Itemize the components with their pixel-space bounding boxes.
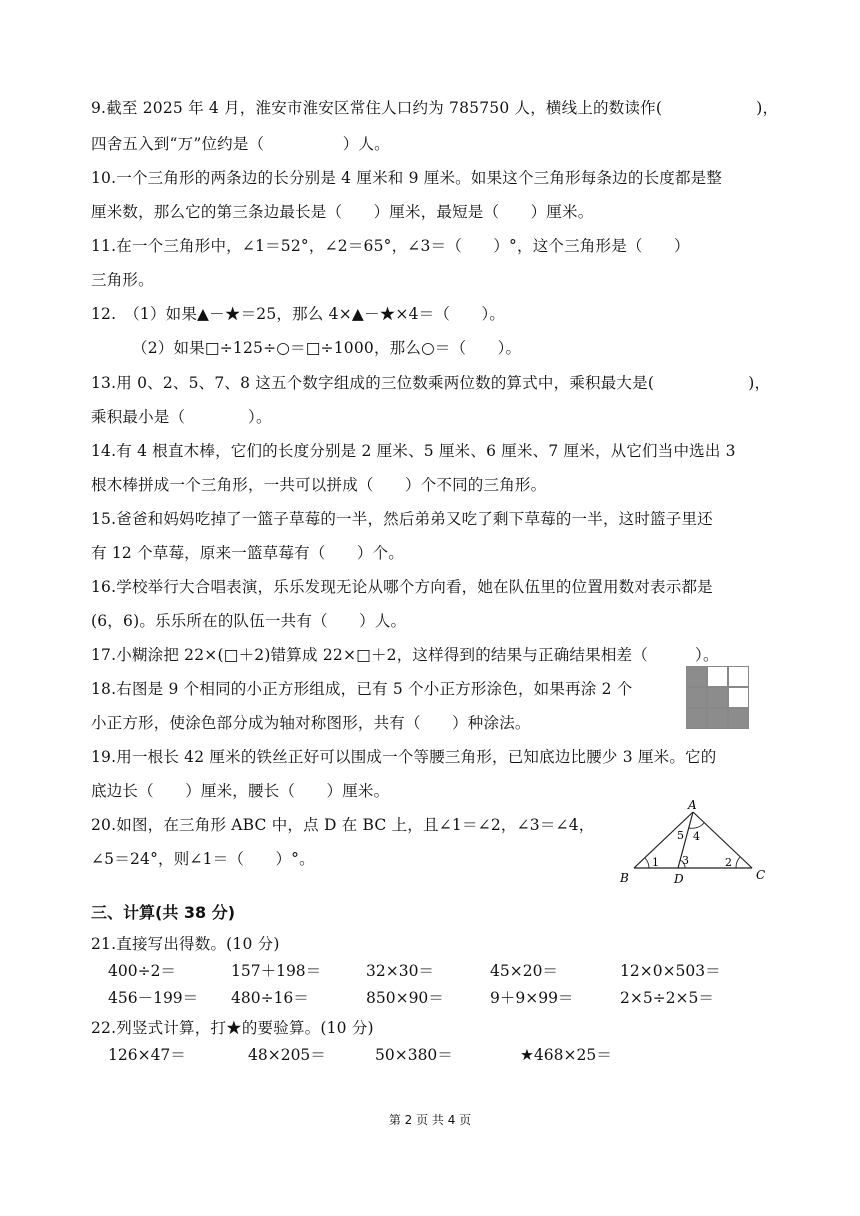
q11-line1: 11.在一个三角形中，∠1＝52°，∠2＝65°，∠3＝（ ）°，这个三角形是（ ） bbox=[91, 237, 690, 255]
triangle-abc-figure bbox=[612, 800, 772, 885]
q22-item: 48×205＝ bbox=[248, 1046, 326, 1064]
label-b: B bbox=[620, 871, 629, 885]
grid-cell bbox=[707, 666, 728, 687]
grid-cell bbox=[686, 666, 707, 687]
q19-line1: 19.用一根长 42 厘米的铁丝正好可以围成一个等腰三角形，已知底边比腰少 3 厘米。它的 bbox=[91, 748, 717, 766]
angle-45-arc bbox=[689, 823, 704, 828]
segment-ac bbox=[693, 812, 752, 868]
grid-cell bbox=[728, 687, 749, 708]
angle-1-arc bbox=[645, 858, 649, 868]
q21-item: 456－199＝ bbox=[108, 989, 199, 1007]
grid-cell bbox=[707, 687, 728, 708]
q12-line1: 12. （1）如果▲－★＝25，那么 4×▲－★×4＝（ ）。 bbox=[91, 305, 506, 323]
label-angle-4: 4 bbox=[693, 830, 700, 843]
q18-line1: 18.右图是 9 个相同的小正方形组成，已有 5 个小正方形涂色，如果再涂 2 个 bbox=[91, 680, 633, 698]
label-angle-1: 1 bbox=[652, 856, 659, 869]
q17-line1: 17.小糊涂把 22×(□＋2)错算成 22×□＋2，这样得到的结果与正确结果相差（ ）。 bbox=[91, 646, 719, 664]
label-a: A bbox=[688, 800, 697, 812]
q9-line1: 9.截至 2025 年 4 月，淮安市淮安区常住人口约为 785750 人，横线上的数读作( )， bbox=[91, 99, 779, 117]
grid-cell bbox=[686, 708, 707, 729]
q16-line2: (6，6)。乐乐所在的队伍一共有（ ）人。 bbox=[91, 612, 407, 630]
q13-line2: 乘积最小是（ ）。 bbox=[91, 408, 272, 426]
q22-item: 126×47＝ bbox=[108, 1046, 186, 1064]
q20-line2: ∠5＝24°，则∠1＝（ ）°。 bbox=[91, 850, 315, 868]
page-footer: 第 2 页 共 4 页 bbox=[388, 1113, 472, 1127]
q21-item: 157＋198＝ bbox=[231, 962, 322, 980]
q14-line1: 14.有 4 根直木棒，它们的长度分别是 2 厘米、5 厘米、6 厘米、7 厘米，从它们当中选出 3 bbox=[91, 442, 736, 460]
q22-item: ★468×25＝ bbox=[520, 1046, 612, 1064]
q21-item: 12×0×503＝ bbox=[620, 962, 721, 980]
q13-line1: 13.用 0、2、5、7、8 这五个数字组成的三位数乘两位数的算式中，乘积最大是( )， bbox=[91, 374, 771, 392]
q18-line2: 小正方形，使涂色部分成为轴对称图形，共有（ ）种涂法。 bbox=[91, 714, 531, 732]
q21-item: 32×30＝ bbox=[366, 962, 434, 980]
q16-line1: 16.学校举行大合唱表演，乐乐发现无论从哪个方向看，她在队伍里的位置用数对表示都是 bbox=[91, 578, 713, 596]
q21-item: 2×5÷2×5＝ bbox=[620, 989, 714, 1007]
q21-item: 480÷16＝ bbox=[231, 989, 309, 1007]
q21-item: 45×20＝ bbox=[490, 962, 558, 980]
q9-line2: 四舍五入到“万”位约是（ ）人。 bbox=[91, 135, 390, 153]
label-angle-5: 5 bbox=[677, 829, 684, 842]
grid-cell bbox=[686, 687, 707, 708]
q21-item: 850×90＝ bbox=[366, 989, 444, 1007]
section-3-title: 三、计算(共 38 分) bbox=[91, 903, 236, 922]
label-c: C bbox=[756, 868, 766, 882]
q12-line2: （2）如果□÷125÷○＝□÷1000，那么○＝（ ）。 bbox=[132, 339, 522, 357]
q19-line2: 底边长（ ）厘米，腰长（ ）厘米。 bbox=[91, 782, 390, 800]
angle-2-arc bbox=[736, 857, 740, 868]
q21-item: 9＋9×99＝ bbox=[490, 989, 574, 1007]
q22-item: 50×380＝ bbox=[375, 1046, 453, 1064]
q15-line1: 15.爸爸和妈妈吃掉了一篮子草莓的一半，然后弟弟又吃了剩下草莓的一半，这时篮子里还 bbox=[91, 510, 713, 528]
grid-cell bbox=[707, 708, 728, 729]
q20-line1: 20.如图，在三角形 ABC 中，点 D 在 BC 上，且∠1＝∠2，∠3＝∠4， bbox=[91, 816, 595, 834]
q10-line1: 10.一个三角形的两条边的长分别是 4 厘米和 9 厘米。如果这个三角形每条边的长度都是整 bbox=[91, 169, 723, 187]
q15-line2: 有 12 个草莓，原来一篮草莓有（ ）个。 bbox=[91, 544, 404, 562]
label-d: D bbox=[674, 872, 684, 885]
grid-cell bbox=[728, 708, 749, 729]
q22-title: 22.列竖式计算，打★的要验算。(10 分) bbox=[91, 1019, 374, 1037]
q21-title: 21.直接写出得数。(10 分) bbox=[91, 935, 280, 953]
q10-line2: 厘米数，那么它的第三条边最长是（ ）厘米，最短是（ ）厘米。 bbox=[91, 203, 594, 221]
q14-line2: 根木棒拼成一个三角形，一共可以拼成（ ）个不同的三角形。 bbox=[91, 476, 547, 494]
q21-item: 400÷2＝ bbox=[108, 962, 176, 980]
label-angle-3: 3 bbox=[682, 854, 689, 867]
grid-cell bbox=[728, 666, 749, 687]
square-grid-figure bbox=[686, 666, 749, 729]
label-angle-2: 2 bbox=[725, 856, 732, 869]
q11-line2: 三角形。 bbox=[91, 271, 154, 289]
